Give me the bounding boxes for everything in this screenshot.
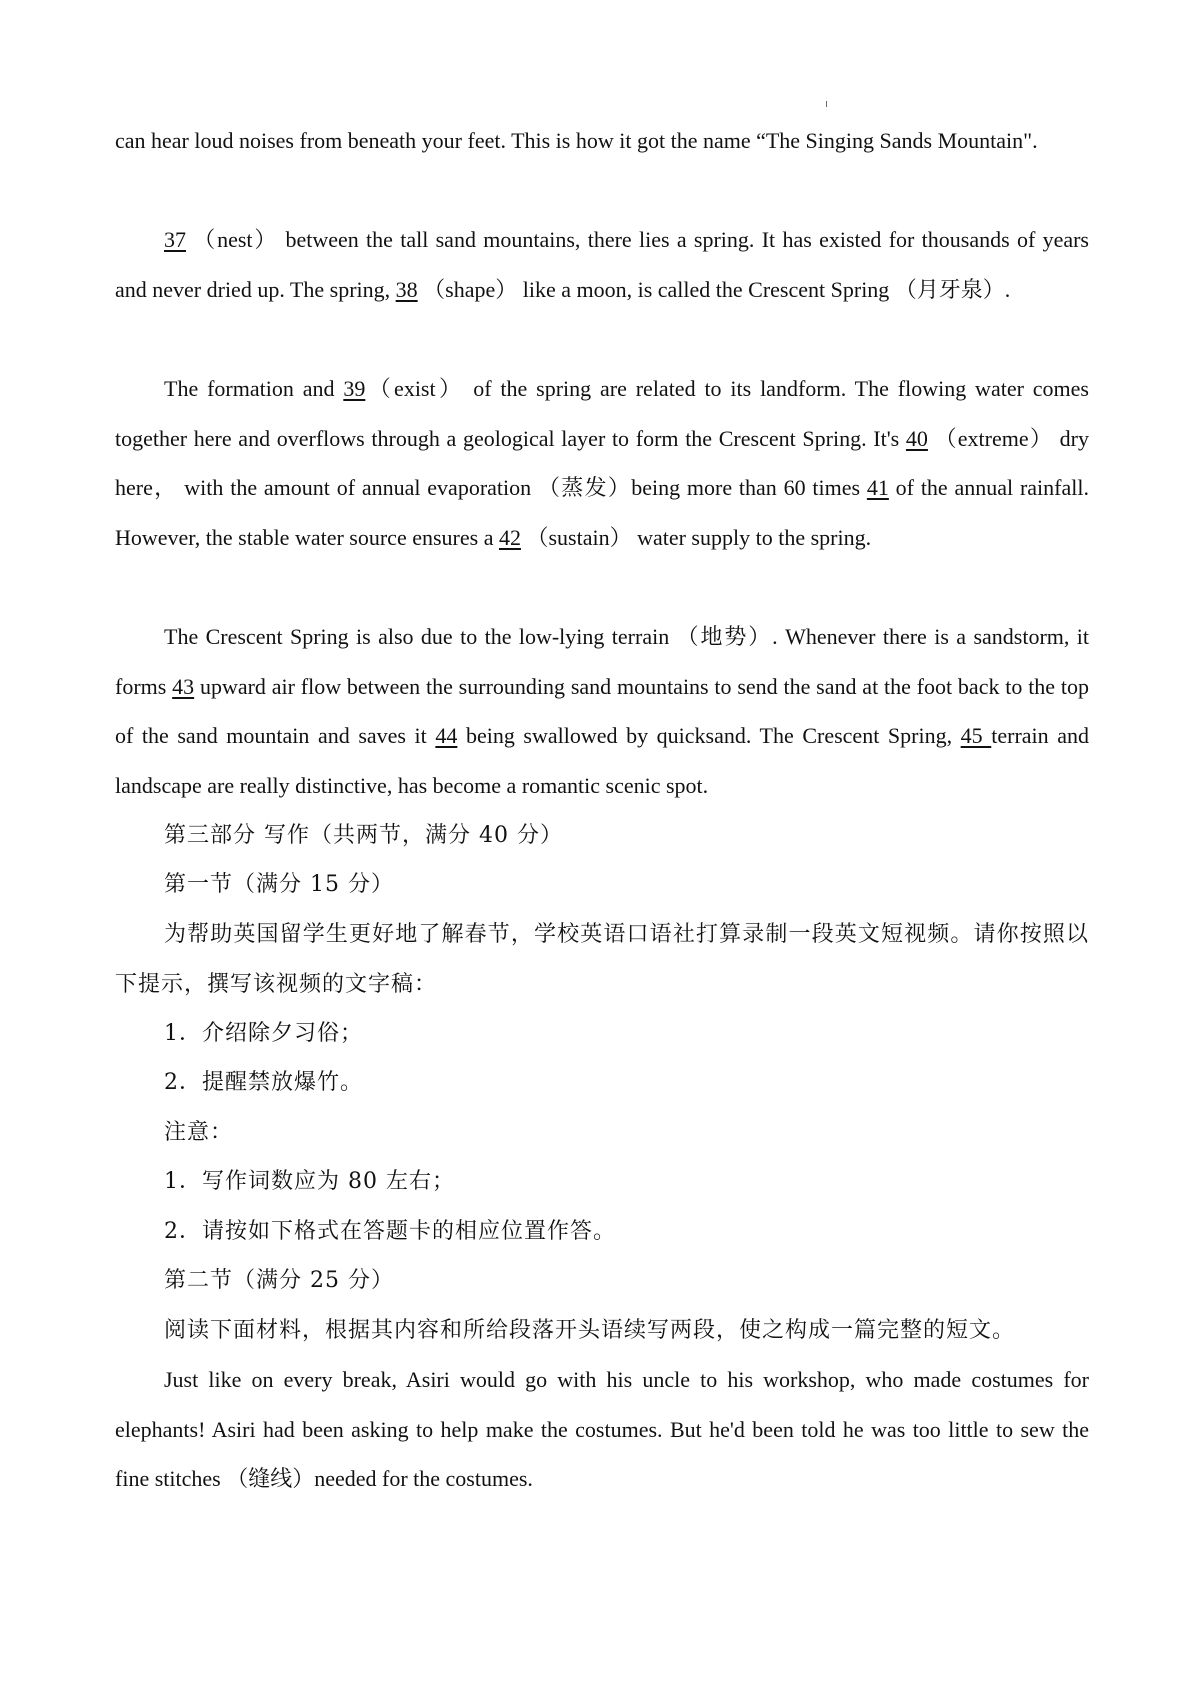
part-1-prompt: 为帮助英国留学生更好地了解春节，学校英语口语社打算录制一段英文短视频。请你按照以下提示，撰写该视频的文字稿： [115,922,1089,997]
part-1-note-2: 2．请按如下格式在答题卡的相应位置作答。 [164,1219,616,1244]
section-3-title: 第三部分 写作（共两节，满分 40 分） [164,823,563,848]
paragraph-text: The formation and [164,376,344,401]
paragraph-text: （nest） between the tall sand mountains, there lies a spring. It has existed for thousands of years and never dried up. The spring, [115,227,1089,302]
blank-39: 39 [343,376,366,401]
blank-41: 41 [866,475,889,500]
paragraph-text: upward air flow between the surrounding sand mountains to send the sand at the foot back to the top of the sand mountain and saves it [115,673,1089,748]
paragraph-text: （shape） like a moon, is called the Crescent Spring （月牙泉）. [417,276,1011,302]
paragraph-text: （sustain） water supply to the spring. [520,524,872,550]
passage-paragraph-1 [115,116,1089,166]
blank-37: 37 [164,227,186,252]
blank-43: 43 [172,673,195,699]
section-3-part-1-title: 第一节（满分 15 分） [164,872,394,897]
paragraph-text: terrain and landscape are really distinctive, has become a romantic scenic spot. [115,723,1090,798]
paragraph-text: （exist） of the spring are related to its landform. The flowing water comes together here and overflows through a geological layer to form the Crescent Spring. It's [115,376,1089,451]
part-1-point-2: 2．提醒禁放爆竹。 [164,1070,363,1095]
page-mark [826,101,827,107]
paragraph-text: being swallowed by quicksand. The Crescent Spring, [457,723,961,748]
part-1-note-title: 注意： [164,1120,234,1145]
passage-paragraph-3 [115,364,1089,562]
part-2-story-opening: Just like on every break, Asiri would go with his uncle to his workshop, who made costumes for elephants! Asiri had been asking to help make the costumes. But he'd been told he was too little to sew the fine stitches （缝线）needed for the costumes. [115,1367,1089,1491]
paragraph-text: of the annual rainfall. However, the stable water source ensures a [115,475,1089,550]
passage-paragraph-2 [115,215,1089,314]
part-2-prompt: 阅读下面材料，根据其内容和所给段落开头语续写两段，使之构成一篇完整的短文。 [164,1318,1016,1343]
passage-paragraph-4 [115,612,1089,810]
paragraph-text: （extreme） dry here， with the amount of annual evaporation （蒸发）being more than 60 times [115,425,1090,500]
blank-45: 45 [960,723,992,748]
section-3-part-2-title: 第二节（满分 25 分） [164,1268,394,1293]
blank-38: 38 [395,276,418,302]
paragraph-text: The Crescent Spring is also due to the low-lying terrain （地势）. Whenever there is a sandstorm, it forms [115,624,1089,699]
part-1-point-1: 1．介绍除夕习俗； [164,1021,363,1046]
paragraph-text: can hear loud noises from beneath your feet. This is how it got the name “The Singing Sands Mountain". [115,128,1038,153]
blank-42: 42 [498,524,521,550]
part-1-note-1: 1．写作词数应为 80 左右； [164,1169,455,1194]
blank-44: 44 [435,723,458,748]
blank-40: 40 [905,425,928,451]
